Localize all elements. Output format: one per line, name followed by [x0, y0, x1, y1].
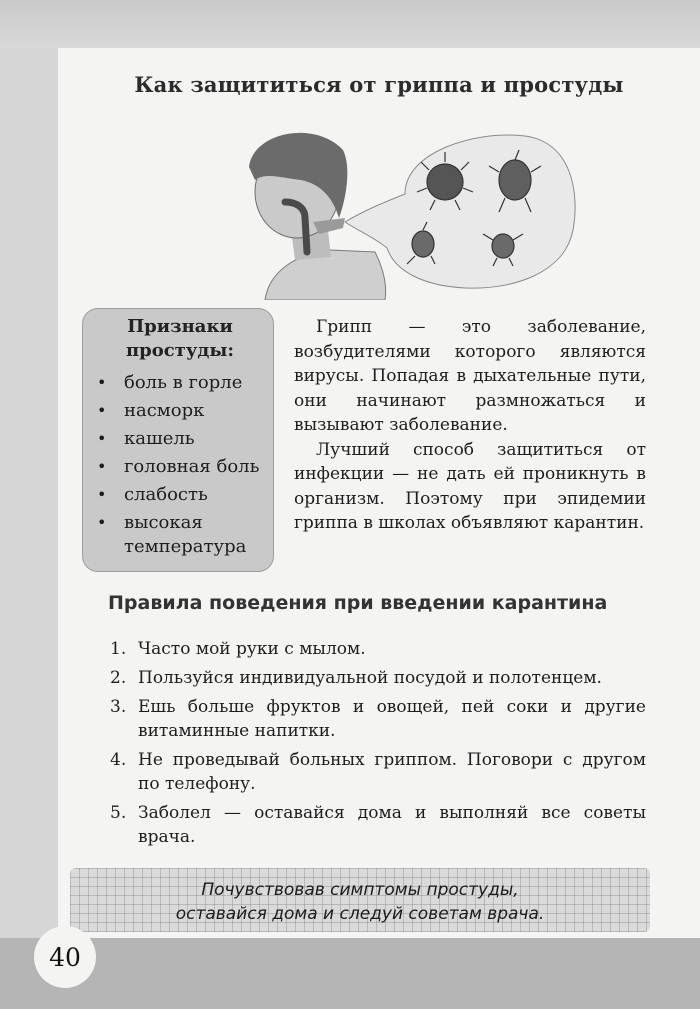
- rule-number: 4.: [110, 750, 127, 770]
- virus-illustration: [235, 122, 585, 300]
- rules-list: [108, 637, 646, 854]
- symptoms-list: [95, 371, 265, 559]
- rule-number: 1.: [110, 639, 127, 659]
- rule-item: 4. Не проведывай больных гриппом. Поговори с другом по телефону.: [110, 750, 646, 794]
- rule-number: 5.: [110, 803, 127, 823]
- symptom-item: • слабость: [97, 484, 208, 505]
- bottom-band: [0, 938, 700, 1009]
- symptoms-title: Признаки простуды:: [125, 316, 235, 361]
- child-shoulders: [265, 250, 386, 300]
- symptom-item: • кашель: [97, 428, 195, 449]
- tip-text: Почувствовав симптомы простуды, оставайся дома и следуй советам врача.: [175, 880, 545, 924]
- rule-item: 1. Часто мой руки с мылом.: [110, 639, 366, 659]
- bullet-icon: •: [97, 513, 107, 532]
- rule-item: 2. Пользуйся индивидуальной посудой и полотенцем.: [110, 668, 602, 688]
- intro-paragraph: Лучший способ защититься от инфекции — не дать ей проникнуть в организм. Поэтому при эпидемии гриппа в школах объявляют карантин.: [294, 439, 646, 533]
- intro-text: [294, 315, 646, 536]
- symptom-item: • высокая температура: [97, 512, 247, 557]
- bullet-icon: •: [97, 429, 107, 448]
- bullet-icon: •: [97, 485, 107, 504]
- page-title: Как защититься от гриппа и простуды: [134, 72, 624, 97]
- page-top-shadow: [0, 0, 700, 48]
- bullet-icon: •: [97, 401, 107, 420]
- rule-item: 5. Заболел — оставайся дома и выполняй все советы врача.: [110, 803, 646, 847]
- intro-paragraph: Грипп — это заболевание, возбудителями которого являются вирусы. Попадая в дыхательные пути, они начинают размножаться и вызывают заболевание.: [294, 317, 646, 435]
- bullet-icon: •: [97, 457, 107, 476]
- rule-item: 3. Ешь больше фруктов и овощей, пей соки и другие витаминные напитки.: [110, 697, 646, 741]
- symptom-item: • головная боль: [97, 456, 260, 477]
- rule-number: 3.: [110, 697, 127, 717]
- symptom-item: • насморк: [97, 400, 205, 421]
- rule-number: 2.: [110, 668, 127, 688]
- symptom-item: • боль в горле: [97, 372, 243, 393]
- symptoms-box: [82, 308, 274, 572]
- page-number: 40: [34, 926, 96, 988]
- bullet-icon: •: [97, 373, 107, 392]
- rules-title: Правила поведения при введении карантина: [108, 592, 608, 614]
